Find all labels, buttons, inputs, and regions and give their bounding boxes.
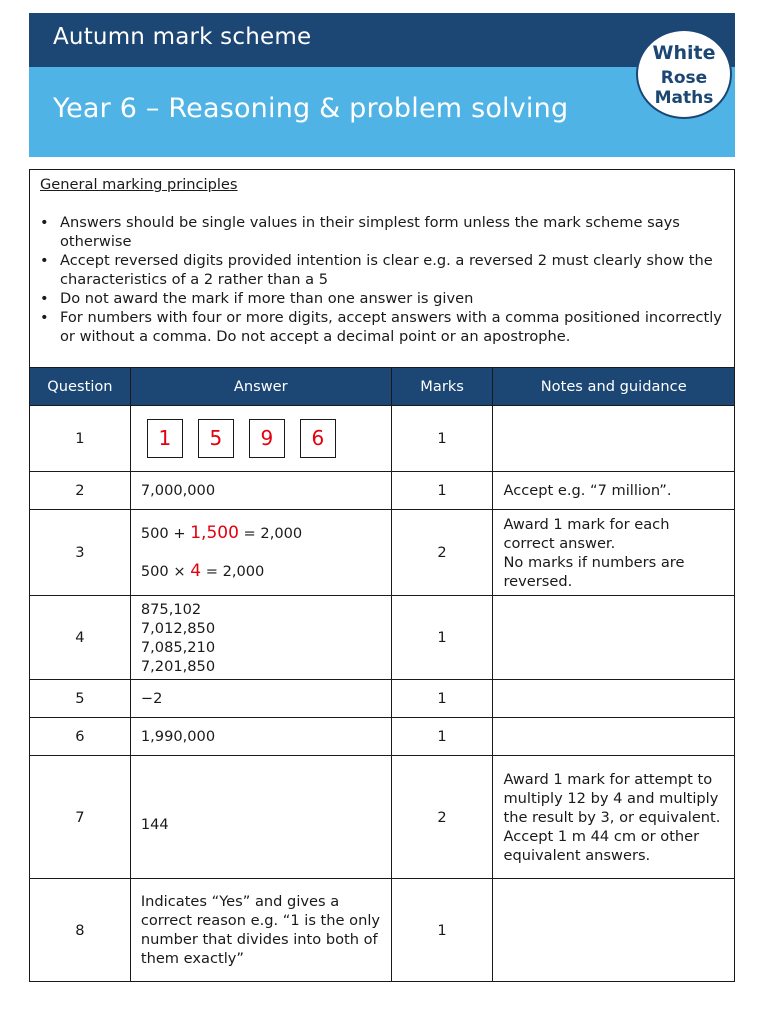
marks-cell: 2: [391, 756, 493, 879]
table-row: [30, 718, 735, 756]
answer-cell: [130, 510, 391, 596]
question-number: 6: [30, 718, 131, 756]
header-notes: Notes and guidance: [493, 368, 735, 406]
marks-cell: 1: [391, 718, 493, 756]
header-banner: [29, 13, 735, 67]
equation-line: [141, 524, 381, 543]
principle-text: Answers should be single values in their simplest form unless the mark scheme says otherwise: [60, 214, 680, 250]
logo-word-rose: Rose: [660, 68, 708, 88]
bullet-icon: •: [40, 252, 49, 269]
principles-title: General marking principles: [40, 176, 238, 193]
principle-item: [40, 213, 724, 251]
answer-value: 1,500: [190, 523, 239, 543]
equation-text: 500 +: [140, 525, 191, 542]
notes-cell: [493, 510, 735, 596]
answer-cell: −2: [130, 680, 391, 718]
question-number: 5: [30, 680, 131, 718]
principles-list: [40, 213, 724, 346]
equation-text: = 2,000: [238, 525, 303, 542]
digit-box: 6: [300, 419, 336, 458]
question-number: 3: [30, 510, 131, 596]
principle-text: Do not award the mark if more than one answer is given: [60, 290, 474, 307]
notes-cell: [493, 756, 735, 879]
notes-line: Award 1 mark for attempt to multiply 12 by 4 and multiply the result by 3, or equivalent.: [503, 770, 721, 826]
notes-cell: [493, 406, 735, 472]
answer-cell: 1,990,000: [130, 718, 391, 756]
notes-line: No marks if numbers are reversed.: [503, 553, 685, 590]
digit-box: 5: [198, 419, 234, 458]
table-row: [30, 756, 735, 879]
marks-cell: 1: [391, 879, 493, 982]
table-row: [30, 510, 735, 596]
marks-cell: 1: [391, 596, 493, 680]
answer-cell: [130, 596, 391, 680]
page-title: Autumn mark scheme: [53, 24, 312, 50]
header-marks: Marks: [391, 368, 493, 406]
subtitle-banner: [29, 67, 735, 157]
logo-word-maths: Maths: [654, 88, 714, 108]
principle-text: Accept reversed digits provided intention is clear e.g. a reversed 2 must clearly show the characteristics of a 2 rather than a 5: [60, 252, 713, 288]
notes-cell: [493, 718, 735, 756]
answer-line: 7,012,850: [140, 619, 216, 637]
equation-text: = 2,000: [201, 563, 265, 580]
marks-cell: 1: [391, 472, 493, 510]
marks-cell: 1: [391, 680, 493, 718]
table-row: [30, 472, 735, 510]
digit-box: 1: [147, 419, 183, 458]
notes-cell: [493, 596, 735, 680]
answer-cell: [130, 406, 391, 472]
logo-word-white: White: [652, 42, 716, 64]
question-number: 2: [30, 472, 131, 510]
digit-boxes: [141, 419, 381, 458]
answer-cell: Indicates “Yes” and gives a correct reason e.g. “1 is the only number that divides into both of them exactly”: [130, 879, 391, 982]
header-question: Question: [30, 368, 131, 406]
general-marking-principles: [29, 169, 735, 368]
bullet-icon: •: [40, 214, 49, 231]
notes-cell: [493, 680, 735, 718]
principle-item: [40, 251, 724, 289]
notes-cell: Accept e.g. “7 million”.: [493, 472, 735, 510]
question-number: 7: [30, 756, 131, 879]
answer-line: 875,102: [140, 600, 202, 618]
principle-text: For numbers with four or more digits, accept answers with a comma positioned incorrectly or without a comma. Do not accept a decimal point or an apostrophe.: [60, 309, 722, 345]
question-number: 1: [30, 406, 131, 472]
principle-item: [40, 308, 724, 346]
principle-item: [40, 289, 724, 308]
question-number: 8: [30, 879, 131, 982]
answer-value: 4: [190, 561, 202, 581]
table-row: [30, 596, 735, 680]
table-header-row: [30, 368, 735, 406]
answer-line: 7,201,850: [140, 657, 216, 675]
page-subtitle: Year 6 – Reasoning & problem solving: [53, 93, 569, 124]
question-number: 4: [30, 596, 131, 680]
marks-cell: 2: [391, 510, 493, 596]
bullet-icon: •: [40, 309, 49, 326]
white-rose-maths-logo: [636, 29, 732, 119]
table-row: [30, 680, 735, 718]
notes-line: Accept 1 m 44 cm or other equivalent answers.: [503, 827, 700, 864]
answer-cell: 144: [130, 756, 391, 879]
digit-box: 9: [249, 419, 285, 458]
answer-line: 7,085,210: [140, 638, 216, 656]
equation-text: 500 ×: [140, 563, 191, 580]
table-row: [30, 406, 735, 472]
mark-scheme-table: [29, 367, 735, 982]
answer-cell: 7,000,000: [130, 472, 391, 510]
header-answer: Answer: [130, 368, 391, 406]
equation-line: [141, 562, 381, 581]
notes-line: Award 1 mark for each correct answer.: [503, 515, 670, 552]
bullet-icon: •: [40, 290, 49, 307]
marks-cell: 1: [391, 406, 493, 472]
spacer: [141, 543, 381, 562]
notes-cell: [493, 879, 735, 982]
table-row: [30, 879, 735, 982]
